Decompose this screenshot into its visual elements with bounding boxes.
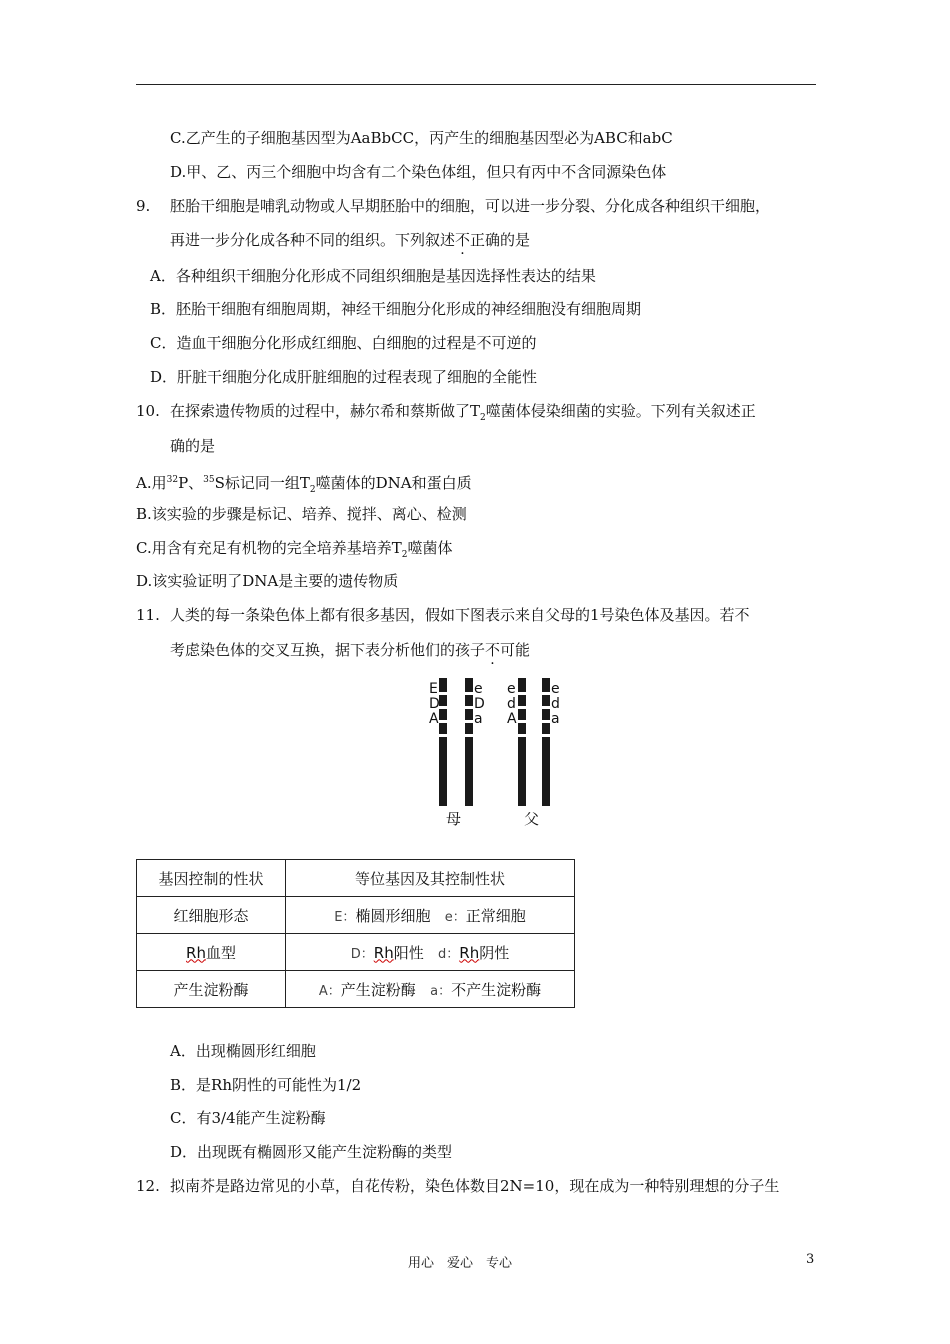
- gene-label: d: [507, 696, 516, 712]
- gene-label: a: [474, 711, 483, 727]
- q10-stem-line1: [170, 401, 756, 428]
- q11-emphasis-char: 不: [485, 641, 501, 659]
- allele-trait: 阳性: [393, 943, 424, 962]
- q10-option-a-sup1: 32: [166, 475, 179, 485]
- header-rule: [136, 84, 816, 85]
- q9-stem-line1: 胚胎干细胞是哺乳动物或人早期胚胎中的细胞，可以进一步分裂、分化成各种组织干细胞，: [170, 197, 771, 215]
- q10-option-c: [136, 538, 452, 565]
- band: [439, 720, 447, 723]
- q12-number: 12.: [136, 1177, 160, 1195]
- q10-option-c-text1: C.用含有充足有机物的完全培养基培养T: [136, 539, 402, 557]
- allele-trait: 正常细胞: [465, 906, 526, 925]
- q11-stem-text-b: 可能: [500, 641, 531, 659]
- q10-number: 10.: [136, 402, 160, 420]
- q9-option-c: C．造血干细胞分化形成红细胞、白细胞的过程是不可逆的: [150, 334, 537, 352]
- rh-text: Rh: [373, 943, 394, 962]
- gene-label: E: [429, 681, 438, 697]
- band: [542, 734, 550, 737]
- mother-label: 母: [446, 810, 462, 828]
- q10-option-a-text3: S标记同一组T: [214, 474, 310, 492]
- q9-emphasis-char: 不: [455, 231, 471, 249]
- gene-label: A: [507, 711, 517, 727]
- q10-option-a-sub: 2: [309, 485, 316, 495]
- q9-stem-text-a: 再进一步分化成各种不同的组织。下列叙述: [170, 231, 456, 249]
- q9-option-b: B．胚胎干细胞有细胞周期，神经干细胞分化形成的神经细胞没有细胞周期: [150, 300, 642, 318]
- gene-label: D: [474, 696, 485, 712]
- gene-label: D: [429, 696, 440, 712]
- band: [439, 706, 447, 709]
- q9-stem-text-b: 正确的是: [470, 231, 531, 249]
- gene-label: e: [474, 681, 483, 697]
- q9-stem-line2: [170, 230, 530, 250]
- footer-motto: 用心 爱心 专心: [408, 1256, 513, 1271]
- table-row: [137, 897, 575, 934]
- rh-text: Rh: [186, 943, 206, 962]
- rh-text: Rh: [459, 943, 480, 962]
- q10-option-a-text2: P、: [178, 474, 204, 492]
- chromosome-mother-1: [439, 678, 447, 806]
- q10-option-a: [136, 470, 472, 500]
- q9-number: 9.: [136, 197, 151, 215]
- father-label: 父: [524, 810, 540, 828]
- q11-stem-line2: [170, 640, 530, 660]
- table-cell-trait: [137, 934, 286, 971]
- band: [439, 692, 447, 695]
- table-cell-alleles: [286, 971, 575, 1008]
- q11-stem-text-a: 考虑染色体的交叉互换，据下表分析他们的孩子: [170, 641, 486, 659]
- q10-option-a-text4: 噬菌体的DNA和蛋白质: [315, 474, 472, 492]
- q10-option-d: D.该实验证明了DNA是主要的遗传物质: [136, 572, 399, 590]
- allele-symbol: e：: [444, 909, 466, 925]
- allele-symbol: A：: [318, 983, 341, 999]
- q12-stem-line1: 拟南芥是路边常见的小草，自花传粉，染色体数目2N=10，现在成为一种特别理想的分子生: [170, 1177, 780, 1195]
- q10-option-c-sub: 2: [401, 550, 408, 560]
- q11-option-a: A．出现椭圆形红细胞: [170, 1042, 316, 1060]
- band: [518, 734, 526, 737]
- band: [439, 734, 447, 737]
- gene-label: a: [551, 711, 560, 727]
- q10-stem-text-b: 噬菌体侵染细菌的实验。下列有关叙述正: [485, 402, 756, 420]
- q8-option-d: D.甲、乙、丙三个细胞中均含有二个染色体组，但只有丙中不含同源染色体: [170, 163, 667, 181]
- page-number: 3: [806, 1252, 815, 1267]
- table-cell-alleles: [286, 897, 575, 934]
- gene-label: e: [507, 681, 516, 697]
- allele-symbol: a：: [430, 983, 452, 999]
- band: [518, 720, 526, 723]
- q9-option-a: A．各种组织干细胞分化形成不同组织细胞是基因选择性表达的结果: [150, 267, 596, 285]
- table-row: [137, 934, 575, 971]
- chromosome-mother-2: [465, 678, 473, 806]
- allele-symbol: E：: [334, 909, 356, 925]
- band: [465, 706, 473, 709]
- q11-option-b: B．是Rh阴性的可能性为1/2: [170, 1076, 362, 1094]
- allele-symbol: d：: [438, 946, 460, 962]
- q10-option-a-sup2: 35: [203, 475, 215, 485]
- q10-stem-text-a: 在探索遗传物质的过程中，赫尔希和蔡斯做了T: [170, 402, 481, 420]
- gene-label: A: [429, 711, 439, 727]
- chromosome-father-2: [542, 678, 550, 806]
- table-row: [137, 971, 575, 1008]
- trait-table: [136, 859, 575, 1008]
- band: [542, 720, 550, 723]
- band: [518, 706, 526, 709]
- band: [542, 706, 550, 709]
- table-cell-alleles: [286, 934, 575, 971]
- q10-option-b: B.该实验的步骤是标记、培养、搅拌、离心、检测: [136, 505, 467, 523]
- q11-number: 11.: [136, 606, 160, 624]
- table-header-row: [137, 860, 575, 897]
- q10-option-c-text2: 噬菌体: [407, 539, 453, 557]
- band: [465, 734, 473, 737]
- q11-stem-line1: 人类的每一条染色体上都有很多基因，假如下图表示来自父母的1号染色体及基因。若不: [170, 606, 750, 624]
- q10-stem-line2: 确的是: [170, 437, 216, 455]
- q9-option-d: D．肝脏干细胞分化成肝脏细胞的过程表现了细胞的全能性: [150, 368, 538, 386]
- gene-label: d: [551, 696, 560, 712]
- trait-text: 血型: [205, 943, 236, 962]
- band: [518, 692, 526, 695]
- chromosome-father-1: [518, 678, 526, 806]
- band: [542, 692, 550, 695]
- q11-option-d: D．出现既有椭圆形又能产生淀粉酶的类型: [170, 1143, 453, 1161]
- table-header: 等位基因及其控制性状: [286, 860, 575, 897]
- band: [465, 720, 473, 723]
- q10-option-a-text1: A.用: [136, 474, 167, 492]
- gene-label: e: [551, 681, 560, 697]
- band: [465, 692, 473, 695]
- q10-subscript: 2: [480, 413, 486, 423]
- allele-trait: 阴性: [479, 943, 510, 962]
- table-header: 基因控制的性状: [137, 860, 286, 897]
- q11-option-c: C．有3/4能产生淀粉酶: [170, 1109, 326, 1127]
- table-cell-trait: 产生淀粉酶: [137, 971, 286, 1008]
- table-cell-trait: 红细胞形态: [137, 897, 286, 934]
- allele-trait: 产生淀粉酶: [340, 980, 416, 999]
- allele-trait: 不产生淀粉酶: [451, 980, 542, 999]
- allele-trait: 椭圆形细胞: [355, 906, 431, 925]
- allele-symbol: D：: [350, 946, 374, 962]
- q8-option-c: C.乙产生的子细胞基因型为AaBbCC，丙产生的细胞基因型必为ABC和abC: [170, 129, 673, 147]
